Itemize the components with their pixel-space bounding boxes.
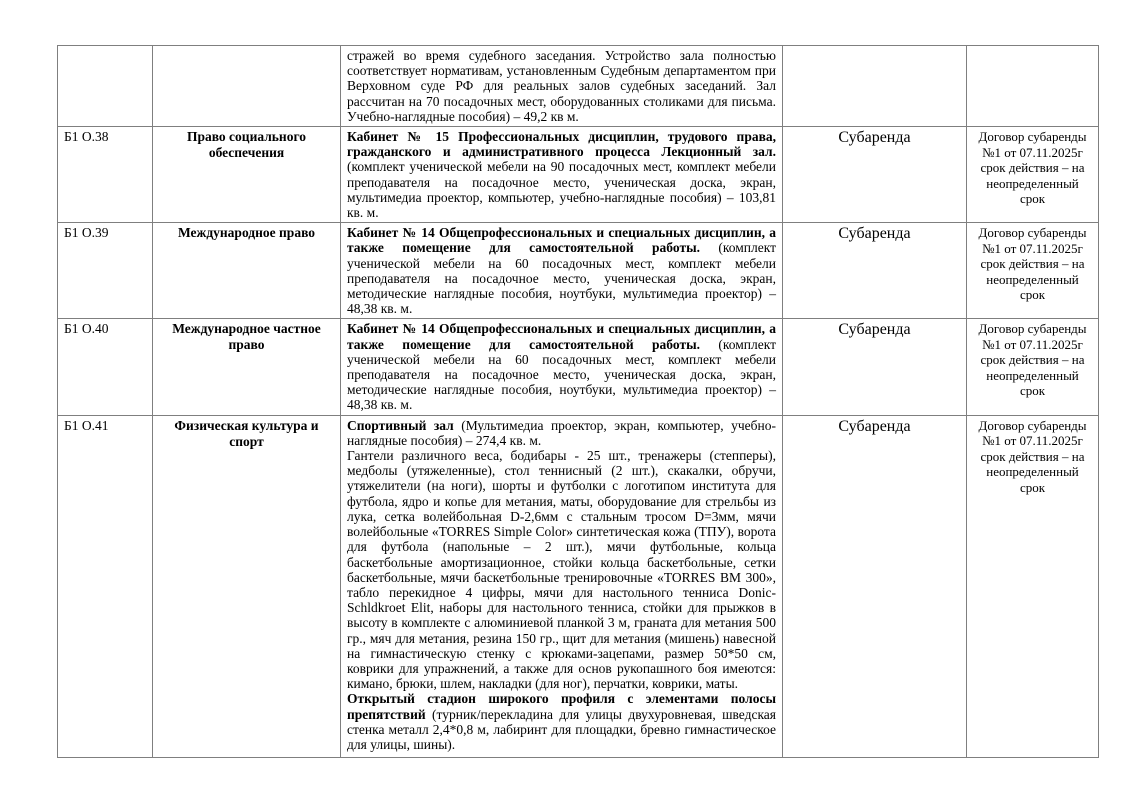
description-cell bbox=[341, 415, 783, 757]
discipline-cell: Право социального обеспечения bbox=[153, 127, 341, 223]
table-row bbox=[58, 415, 1099, 757]
description-paragraph bbox=[347, 448, 776, 691]
discipline-cell: Международное частное право bbox=[153, 319, 341, 415]
description-text: (комплект ученической мебели на 90 посадочных мест, комплект мебели преподавателя на посадочное место, ученическая доска, экран, мультимедиа проектор, компьютер, учебно-наглядные пособия) – 103,81 кв. м. bbox=[347, 159, 776, 221]
lease-type-cell: Субаренда bbox=[783, 415, 967, 757]
lease-type-cell: Субаренда bbox=[783, 223, 967, 319]
description-text: (комплект ученической мебели на 60 посадочных мест, комплект мебели преподавателя на посадочное место, ученическая доска, экран, методические наглядные пособия, ноутбуки, мультимедиа проектор) – 48,38 кв. м. bbox=[347, 240, 777, 317]
contract-cell bbox=[967, 46, 1099, 127]
description-paragraph bbox=[347, 321, 776, 412]
code-cell: Б1 О.40 bbox=[58, 319, 153, 415]
table-row bbox=[58, 127, 1099, 223]
premises-table bbox=[57, 45, 1099, 758]
description-paragraph bbox=[347, 225, 776, 316]
table-row bbox=[58, 46, 1099, 127]
lease-type-cell: Субаренда bbox=[783, 319, 967, 415]
description-text: (комплект ученической мебели на 60 посадочных мест, комплект мебели преподавателя на посадочное место, ученическая доска, экран, методические наглядные пособия, ноутбуки, мультимедиа проектор) – 48,38 кв. м. bbox=[347, 336, 777, 413]
room-title-text: Кабинет № 14 Общепрофессиональных и специальных дисциплин, а также помещение для самостоятельной работы. bbox=[347, 321, 776, 352]
room-title-text: Кабинет № 14 Общепрофессиональных и специальных дисциплин, а также помещение для самостоятельной работы. bbox=[347, 225, 776, 256]
contract-cell: Договор субаренды №1 от 07.11.2025г срок действия – на неопределенный срок bbox=[967, 415, 1099, 757]
discipline-cell bbox=[153, 46, 341, 127]
code-cell: Б1 О.39 bbox=[58, 223, 153, 319]
contract-cell: Договор субаренды №1 от 07.11.2025г срок действия – на неопределенный срок bbox=[967, 127, 1099, 223]
room-title-text: Кабинет № 15 Профессиональных дисциплин, трудового права, гражданского и административного процесса Лекционный зал. bbox=[347, 129, 776, 160]
description-paragraph bbox=[347, 129, 776, 220]
contract-cell: Договор субаренды №1 от 07.11.2025г срок действия – на неопределенный срок bbox=[967, 319, 1099, 415]
discipline-cell: Физическая культура и спорт bbox=[153, 415, 341, 757]
code-cell: Б1 О.41 bbox=[58, 415, 153, 757]
room-title-text: Открытый стадион широкого профиля с элементами полосы препятствий bbox=[347, 691, 776, 722]
description-cell bbox=[341, 127, 783, 223]
description-cell bbox=[341, 319, 783, 415]
lease-type-cell bbox=[783, 46, 967, 127]
lease-type-cell: Субаренда bbox=[783, 127, 967, 223]
description-text: (турник/перекладина для улицы двухуровневая, шведская стенка металл 2,4*0,8 м, лабиринт для площадки, бревно гимнастическое для улицы, шины). bbox=[347, 706, 776, 752]
description-text: Гантели различного веса, бодибары - 25 шт., тренажеры (степперы), медболы (утяжеленные), стол теннисный (2 шт.), скакалки, обручи, утяжелители (на ноги), шорты и футболки с логотипом института для футбола, ядро и копье для метания, маты, оборудование для стрельбы из лука, сетка волейбольная D-2,6мм с стальным тросом D=3мм, мячи волейбольные «TORRES Simple Color» синтетическая кожа (ТПУ), ворота для футбола (напольные – 2 шт.), мячи футбольные, кольца баскетбольные амортизационное, стойки кольца баскетбольные, сетки баскетбольные, мячи баскетбольные тренировочные «TORRES BM 300», табло перекидное 4 цифры, мячи для настольного тенниса Donic-Schldkroet Elit, наборы для настольного тенниса, стойки для прыжков в высоту в комплекте с алюминиевой планкой 3 м, граната для метания 500 гр., мяч для метания, резина 150 гр., щит для метания (мишень) навесной на гимнастическую стенку с крюками-зацепами, размер 50*50 см, коврики для упражнений, а также для основ рукопашного боя имеются: кимано, брюки, шлем, накладки (для ног), перчатки, коврики, маты. bbox=[347, 448, 776, 692]
contract-cell: Договор субаренды №1 от 07.11.2025г срок действия – на неопределенный срок bbox=[967, 223, 1099, 319]
table-row bbox=[58, 319, 1099, 415]
code-cell: Б1 О.38 bbox=[58, 127, 153, 223]
description-paragraph bbox=[347, 691, 776, 752]
discipline-cell: Международное право bbox=[153, 223, 341, 319]
table-row bbox=[58, 223, 1099, 319]
description-text: (Мультимедиа проектор, экран, компьютер, учебно-наглядные пособия) – 274,4 кв. м. bbox=[347, 417, 776, 448]
code-cell bbox=[58, 46, 153, 127]
description-paragraph bbox=[347, 418, 776, 448]
description-cell bbox=[341, 46, 783, 127]
description-paragraph bbox=[347, 48, 776, 124]
description-cell bbox=[341, 223, 783, 319]
room-title-text: Спортивный зал bbox=[347, 417, 454, 433]
description-text: стражей во время судебного заседания. Устройство зала полностью соответствует нормативам, установленным Судебным департаментом при Верховном суде РФ для реальных залов судебных заседаний. Зал рассчитан на 70 посадочных мест, оборудованных столиками для письма. Учебно-наглядные пособия) – 49,2 кв м. bbox=[347, 48, 776, 124]
